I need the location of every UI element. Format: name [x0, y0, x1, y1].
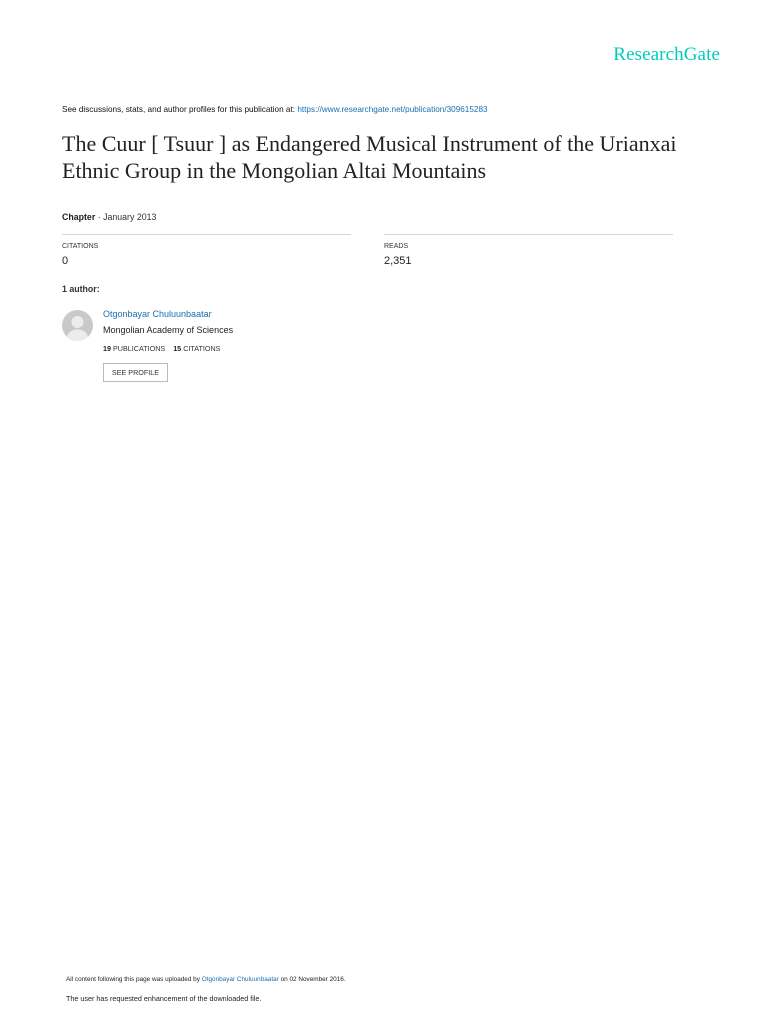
meta-separator: · — [95, 212, 104, 222]
see-profile-button[interactable]: SEE PROFILE — [103, 363, 168, 382]
uploader-link[interactable]: Otgonbayar Chuluunbaatar — [201, 976, 279, 983]
author-institution: Mongolian Academy of Sciences — [103, 325, 234, 335]
citations-value: 0 — [62, 255, 69, 267]
author-name-link[interactable]: Otgonbayar Chuluunbaatar — [103, 309, 212, 319]
author-citations-label: CITATIONS — [183, 344, 221, 353]
upload-note — [66, 976, 346, 983]
citations-label: CITATIONS — [62, 243, 99, 250]
publication-type: Chapter — [62, 212, 96, 222]
default-user-avatar-icon[interactable] — [62, 310, 93, 341]
authors-heading: 1 author: — [62, 284, 100, 294]
author-publications-count: 19 — [103, 344, 111, 353]
upload-prefix: All content following this page was uploaded by — [66, 976, 200, 983]
enhancement-note: The user has requested enhancement of the downloaded file. — [66, 994, 262, 1003]
divider-citations — [62, 234, 351, 235]
author-publications-label: PUBLICATIONS — [113, 344, 166, 353]
researchgate-logo[interactable]: ResearchGate — [613, 44, 720, 65]
author-stats — [103, 344, 220, 353]
reads-label: READS — [384, 243, 409, 250]
divider-reads — [384, 234, 673, 235]
author-citations-count: 15 — [173, 344, 182, 353]
publication-date: January 2013 — [103, 212, 157, 222]
publication-title: The Cuur [ Tsuur ] as Endangered Musical Instrument of the Urianxai Ethnic Group in the Mongolian Altai Mountains — [62, 131, 677, 183]
publication-meta — [62, 212, 156, 222]
discussion-prefix: See discussions, stats, and author profiles for this publication at: — [62, 105, 296, 114]
reads-value: 2,351 — [384, 255, 412, 267]
upload-suffix: on 02 November 2016. — [280, 976, 346, 983]
discussion-line — [62, 105, 488, 114]
publication-url-link[interactable]: https://www.researchgate.net/publication/309615283 — [297, 105, 488, 114]
